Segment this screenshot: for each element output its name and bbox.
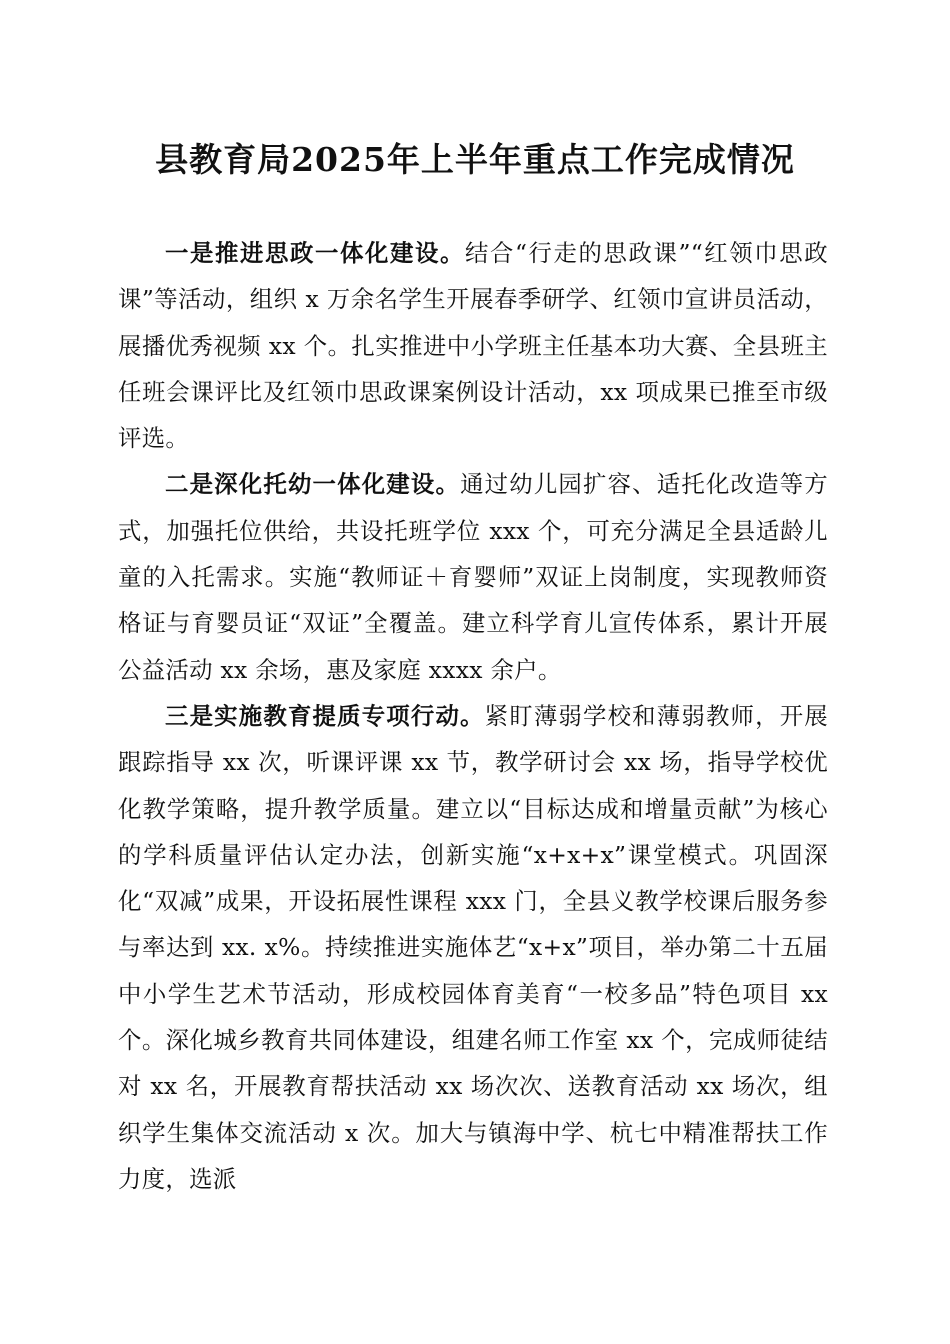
paragraph-1 bbox=[118, 230, 828, 461]
document-body bbox=[118, 230, 828, 1202]
paragraph-3-text: 紧盯薄弱学校和薄弱教师，开展跟踪指导 xx 次，听课评课 xx 节，教学研讨会 xx 场，指导学校优化教学策略，提升教学质量。建立以“目标达成和增量贡献”为核心的学科质量评估认定办法，创新实施“x+x+x”课堂模式。巩固深化“双减”成果，开设拓展性课程 xxx 门，全县义教学校课后服务参与率达到 xx. x%。持续推进实施体艺“x+x”项目，举办第二十五届中小学生艺术节活动，形成校园体育美育“一校多品”特色项目 xx 个。深化城乡教育共同体建设，组建名师工作室 xx 个，完成师徒结对 xx 名，开展教育帮扶活动 xx 场次次、送教育活动 xx 场次，组织学生集体交流活动 x 次。加大与镇海中学、杭七中精准帮扶工作力度，选派 bbox=[118, 701, 828, 1193]
paragraph-2-lead: 二是深化托幼一体化建设。 bbox=[165, 470, 461, 499]
paragraph-1-text: 结合“行走的思政课”“红领巾思政课”等活动，组织 x 万余名学生开展春季研学、红领巾宣讲员活动，展播优秀视频 xx 个。扎实推进中小学班主任基本功大赛、全县班主任班会课评比及红领巾思政课案例设计活动，xx 项成果已推至市级评选。 bbox=[118, 239, 828, 453]
document-title: 县教育局2025年上半年重点工作完成情况 bbox=[155, 140, 795, 179]
paragraph-3 bbox=[118, 693, 828, 1202]
paragraph-1-lead: 一是推进思政一体化建设。 bbox=[165, 239, 465, 267]
paragraph-3-lead: 三是实施教育提质专项行动。 bbox=[165, 701, 485, 730]
paragraph-2-text: 通过幼儿园扩容、适托化改造等方式，加强托位供给，共设托班学位 xxx 个，可充分满足全县适龄儿童的入托需求。实施“教师证＋育婴师”双证上岗制度，实现教师资格证与育婴员证“双证”全覆盖。建立科学育儿宣传体系，累计开展公益活动 xx 余场，惠及家庭 xxxx 余户。 bbox=[118, 470, 828, 684]
paragraph-2 bbox=[118, 461, 828, 692]
